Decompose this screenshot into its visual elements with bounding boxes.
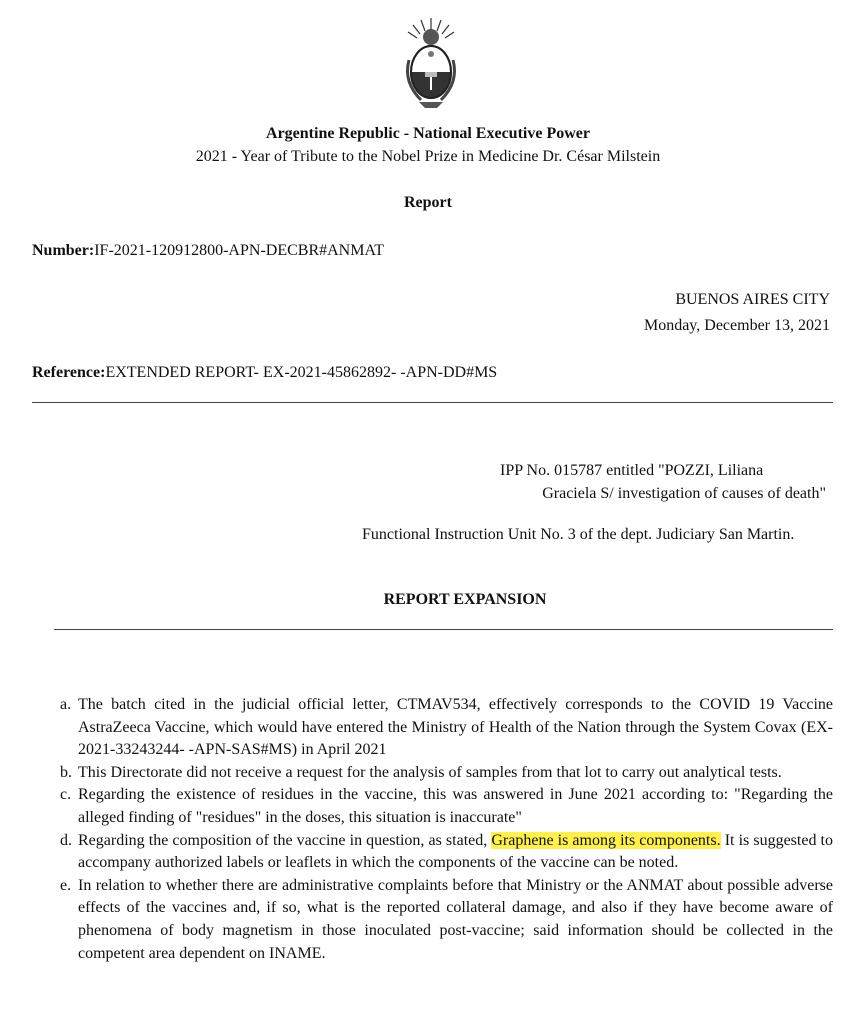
header-institution: Argentine Republic - National Executive Power: [266, 125, 590, 142]
item-text-after: It is suggested to accompany authorized labels or leaflets in which the components of the vaccine can be noted.: [78, 831, 834, 872]
report-items-list: [60, 694, 834, 965]
list-item: [60, 875, 833, 965]
item-text: This Directorate did not receive a request for the analysis of samples from that lot to carry out analytical tests.: [78, 763, 782, 781]
coat-of-arms-emblem: [401, 16, 461, 114]
reference-value: EXTENDED REPORT- EX-2021-45862892- -APN-DD#MS: [105, 364, 498, 381]
header-line-2: 2021 - Year of Tribute to the Nobel Prize in Medicine Dr. César Milstein: [195, 148, 661, 165]
highlighted-text: Graphene is among its components.: [491, 831, 721, 849]
ipp-line-1: IPP No. 015787 entitled "POZZI, Liliana: [500, 462, 764, 479]
number-label: Number:: [32, 242, 95, 259]
date: Monday, December 13, 2021: [643, 317, 830, 334]
item-marker: c.: [60, 786, 72, 804]
header-line-1: [0, 122, 856, 145]
section-title: REPORT EXPANSION: [383, 591, 547, 608]
item-marker: a.: [60, 696, 72, 713]
document-number: [32, 239, 384, 262]
reference-label: Reference:: [32, 364, 106, 381]
item-text: In relation to whether there are administrative complaints before that Ministry or the ANMAT about possible adverse effects of the vaccines and, if so, what is the reported collateral damage, and also if they have become aware of phenomena of body magnetism in those inoculated post-vaccine; said information should be collected in the competent area dependent on INAME.: [78, 876, 833, 962]
ipp-line-2: Graciela S/ investigation of causes of death": [542, 485, 826, 502]
ipp-block: [480, 459, 826, 505]
item-marker: d.: [60, 831, 72, 849]
document-type-title: Report: [404, 194, 452, 211]
item-marker: b.: [60, 763, 72, 781]
divider-section: [54, 629, 833, 630]
item-text: The batch cited in the judicial official letter, CTMAV534, effectively corresponds to the COVID 19 Vaccine AstraZeeca Vaccine, which would have entered the Ministry of Health of the Nation through the System Covax (EX-2021-33243244- -APN-SAS#MS) in April 2021: [78, 696, 833, 759]
city: BUENOS AIRES CITY: [675, 291, 830, 308]
reference: [32, 361, 497, 384]
number-value: IF-2021-120912800-APN-DECBR#ANMAT: [94, 242, 384, 259]
list-item: [60, 784, 833, 829]
item-text: Regarding the existence of residues in the vaccine, this was answered in June 2021 according to: "Regarding the alleged finding of "residues" in the doses, this situation is inaccurate": [78, 786, 833, 826]
functional-unit: Functional Instruction Unit No. 3 of the dept. Judiciary San Martin.: [362, 526, 795, 543]
item-text-before: Regarding the composition of the vaccine in question, as stated,: [78, 831, 492, 849]
divider-top: [32, 402, 833, 403]
list-item: [60, 694, 833, 762]
list-item: [60, 830, 834, 875]
item-marker: e.: [60, 876, 72, 894]
list-item: [60, 762, 833, 785]
